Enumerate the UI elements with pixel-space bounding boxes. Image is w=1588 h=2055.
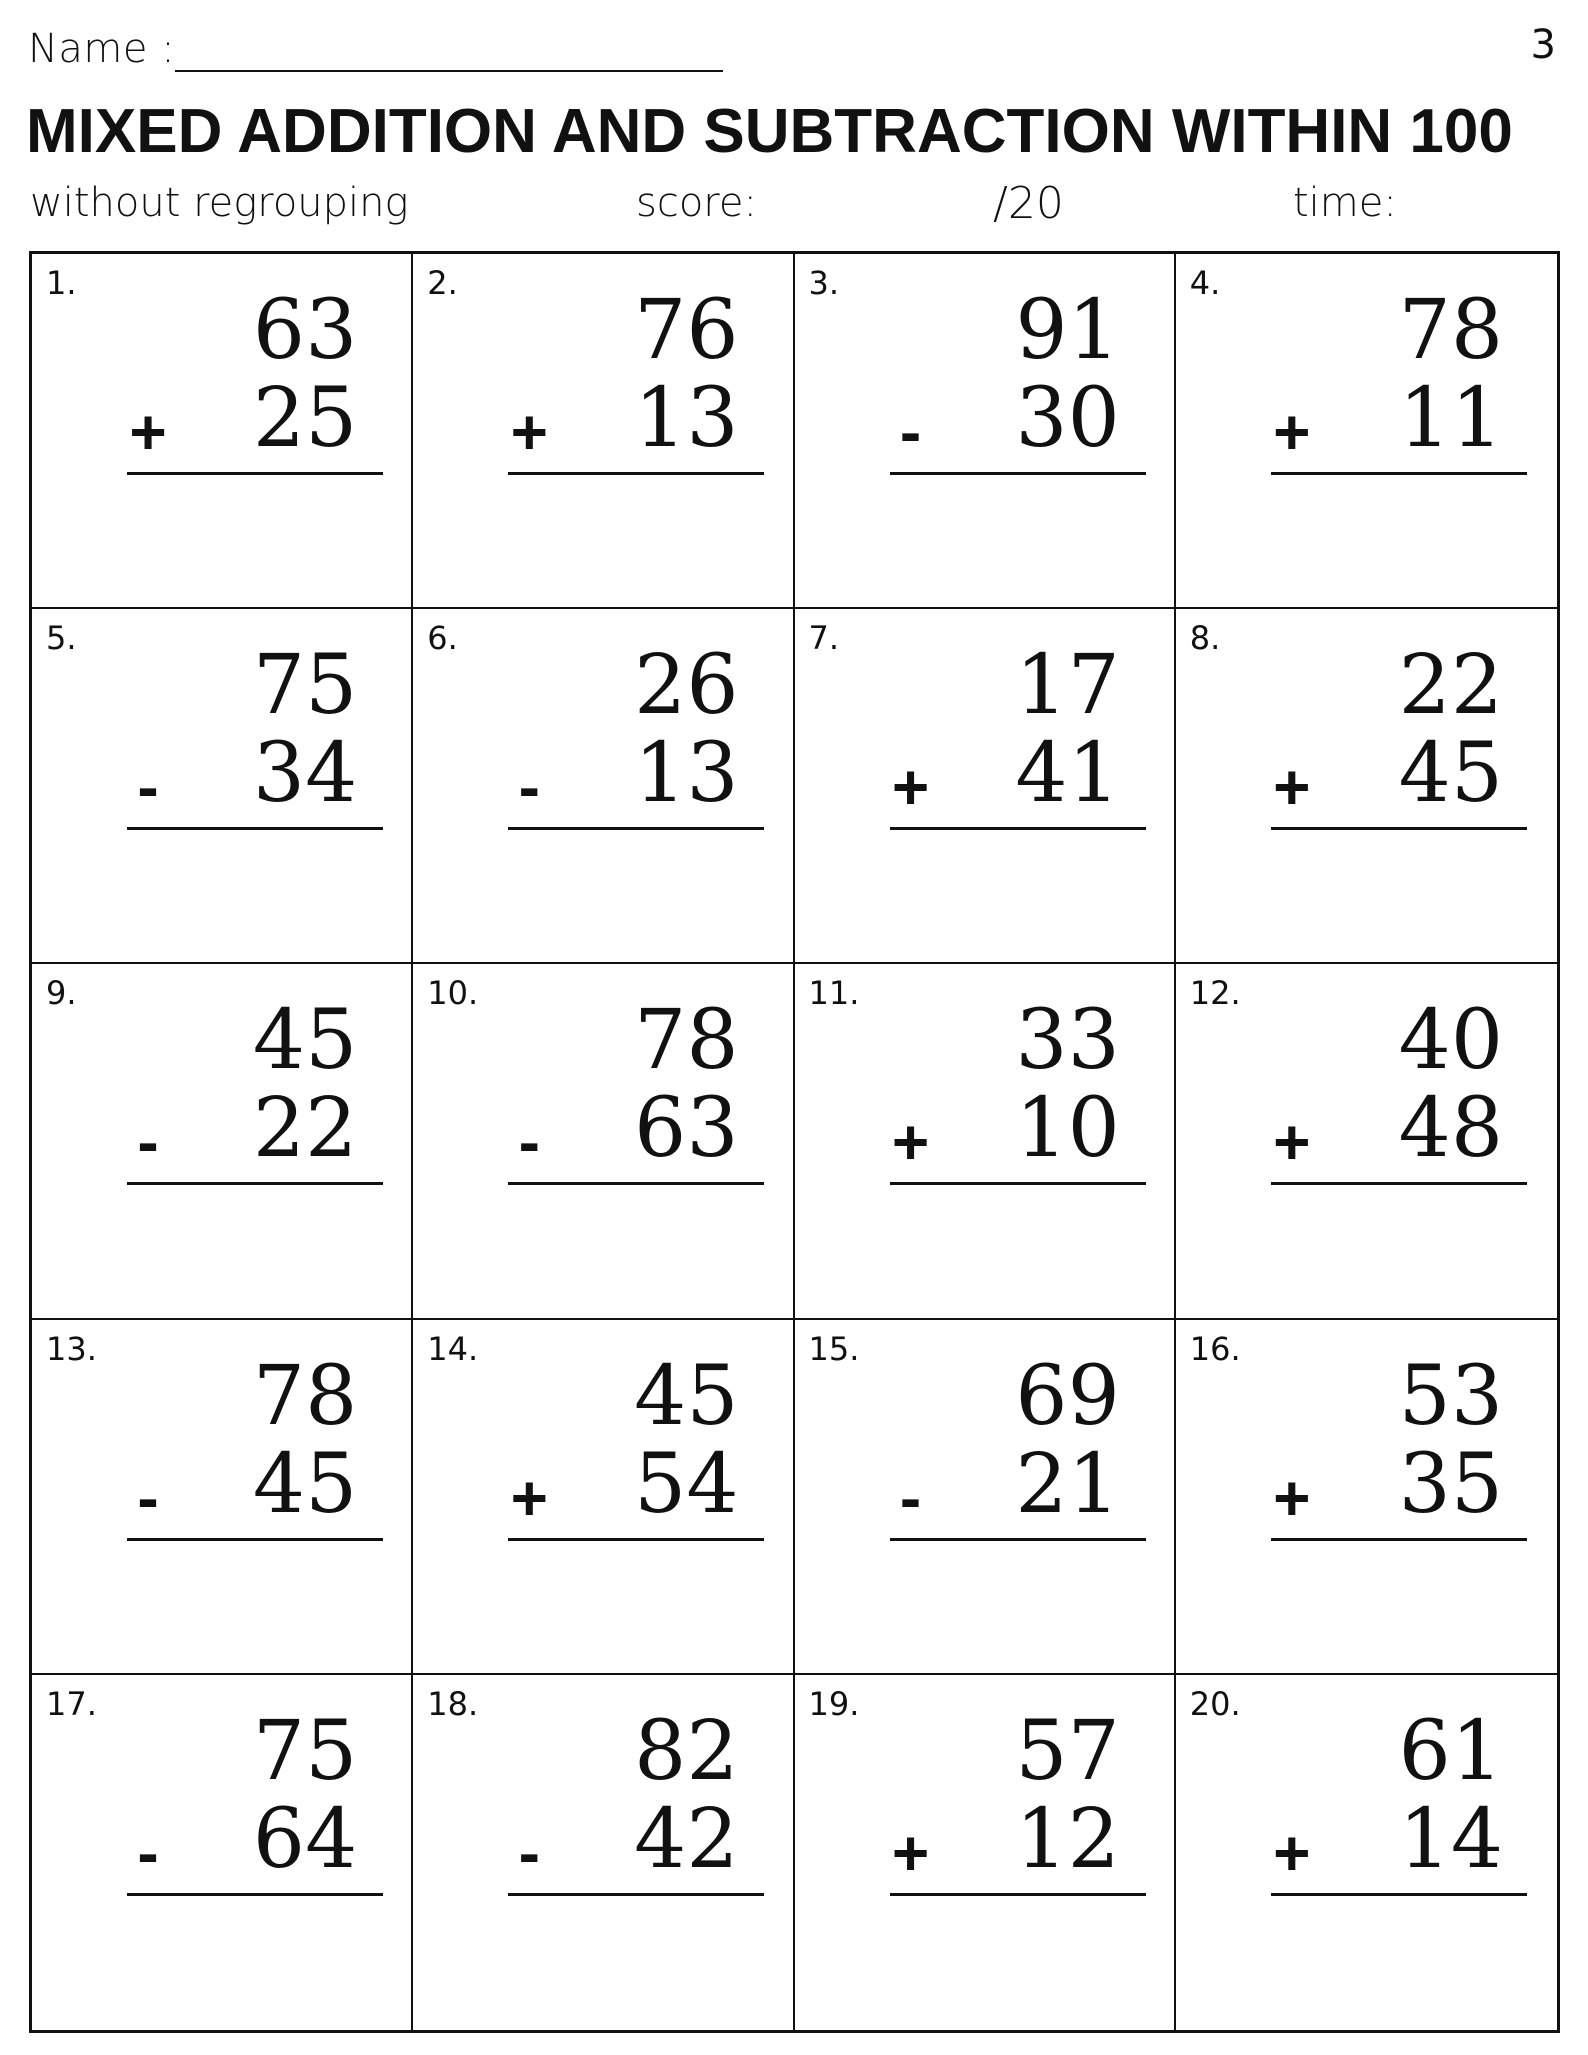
operator-sign: - (137, 1816, 159, 1889)
problem-cell[interactable] (1176, 1320, 1557, 1675)
bottom-operand: 34 (252, 726, 358, 822)
operator-sign: + (891, 1106, 930, 1179)
problem-number: 18. (427, 1684, 479, 1723)
operator-sign: - (518, 751, 540, 824)
problem-cell[interactable] (795, 254, 1176, 609)
problem-number: 10. (427, 974, 479, 1013)
problem-cell[interactable] (32, 1675, 413, 2030)
bottom-operand: 48 (1398, 1081, 1503, 1177)
bottom-operand: 22 (252, 1081, 358, 1177)
problem-cell[interactable] (795, 1320, 1176, 1675)
answer-line (127, 1538, 383, 1541)
top-operand: 33 (1015, 993, 1120, 1089)
problem-number: 4. (1189, 264, 1221, 302)
problem-cell[interactable] (413, 1320, 794, 1675)
answer-line (1271, 472, 1527, 475)
problem-number: 9. (46, 974, 77, 1013)
operator-sign: - (137, 1461, 159, 1534)
bottom-operand: 12 (1015, 1791, 1120, 1887)
operator-sign: + (891, 1816, 930, 1889)
problem-number: 6. (427, 619, 458, 658)
problem-number: 20. (1189, 1684, 1241, 1723)
bottom-operand: 25 (252, 371, 358, 466)
bottom-operand: 13 (634, 726, 739, 822)
operator-sign: + (1273, 1106, 1311, 1179)
top-operand: 22 (1398, 638, 1503, 734)
top-operand: 26 (634, 638, 739, 734)
operator-sign: + (1273, 1816, 1311, 1889)
operator-sign: - (518, 1816, 540, 1889)
bottom-operand: 64 (252, 1791, 358, 1887)
operator-sign: - (137, 751, 159, 824)
page-number: 3 (1530, 22, 1556, 68)
problem-number: 12. (1189, 974, 1241, 1013)
problem-number: 16. (1189, 1329, 1241, 1368)
name-label: Name : (28, 26, 176, 72)
answer-line (1271, 827, 1527, 830)
worksheet-title: MIXED ADDITION AND SUBTRACTION WITHIN 100 (26, 97, 1513, 166)
problem-cell[interactable] (32, 964, 413, 1319)
answer-line (127, 1893, 383, 1896)
bottom-operand: 54 (634, 1436, 739, 1532)
answer-line (890, 827, 1146, 830)
bottom-operand: 35 (1398, 1436, 1503, 1532)
problem-number: 19. (808, 1684, 860, 1723)
answer-line (890, 1538, 1146, 1541)
top-operand: 78 (252, 1348, 358, 1444)
answer-line (508, 1182, 764, 1185)
problem-cell[interactable] (1176, 609, 1557, 964)
bottom-operand: 13 (634, 371, 739, 466)
operator-sign: + (1273, 396, 1311, 468)
problem-number: 5. (46, 619, 77, 658)
problem-cell[interactable] (795, 609, 1176, 964)
answer-line (508, 472, 764, 475)
top-operand: 78 (1398, 283, 1503, 378)
top-operand: 76 (634, 283, 739, 378)
problem-cell[interactable] (795, 1675, 1176, 2030)
problem-number: 7. (808, 619, 840, 658)
top-operand: 69 (1015, 1348, 1120, 1444)
problem-cell[interactable] (1176, 964, 1557, 1319)
problem-cell[interactable] (795, 964, 1176, 1319)
operator-sign: + (129, 396, 167, 468)
top-operand: 61 (1398, 1703, 1503, 1799)
score-label: score: (636, 180, 757, 226)
operator-sign: + (891, 751, 930, 824)
top-operand: 75 (252, 638, 358, 734)
problem-number: 15. (808, 1329, 860, 1368)
bottom-operand: 45 (1398, 726, 1503, 822)
bottom-operand: 63 (634, 1081, 739, 1177)
operator-sign: - (137, 1106, 159, 1179)
answer-line (890, 472, 1146, 475)
answer-line (127, 1182, 383, 1185)
operator-sign: + (1273, 751, 1311, 824)
bottom-operand: 45 (252, 1436, 358, 1532)
problem-cell[interactable] (413, 1675, 794, 2030)
answer-line (127, 827, 383, 830)
bottom-operand: 11 (1398, 371, 1503, 466)
bottom-operand: 10 (1015, 1081, 1120, 1177)
top-operand: 17 (1015, 638, 1120, 734)
operator-sign: + (510, 1461, 548, 1534)
top-operand: 53 (1398, 1348, 1503, 1444)
answer-line (1271, 1182, 1527, 1185)
answer-line (890, 1182, 1146, 1185)
answer-line (127, 472, 383, 475)
answer-line (1271, 1538, 1527, 1541)
bottom-operand: 41 (1015, 726, 1120, 822)
bottom-operand: 21 (1015, 1436, 1120, 1532)
top-operand: 45 (252, 993, 358, 1089)
top-operand: 40 (1398, 993, 1503, 1089)
answer-line (1271, 1893, 1527, 1896)
top-operand: 91 (1015, 283, 1120, 378)
problem-cell[interactable] (1176, 1675, 1557, 2030)
top-operand: 63 (252, 283, 358, 378)
operator-sign: + (510, 396, 548, 468)
problem-number: 14. (427, 1329, 479, 1368)
problem-number: 8. (1189, 619, 1221, 658)
bottom-operand: 30 (1015, 371, 1120, 466)
top-operand: 45 (634, 1348, 739, 1444)
problem-number: 2. (427, 264, 458, 302)
problem-number: 13. (46, 1329, 97, 1368)
problems-grid (29, 251, 1560, 2033)
operator-sign: - (518, 1106, 540, 1179)
problem-number: 11. (808, 974, 860, 1013)
problem-cell[interactable] (32, 1320, 413, 1675)
score-total: /20 (993, 178, 1064, 229)
problem-cell[interactable] (32, 609, 413, 964)
answer-line (890, 1893, 1146, 1896)
problem-cell[interactable] (413, 964, 794, 1319)
bottom-operand: 42 (634, 1791, 739, 1887)
answer-line (508, 827, 764, 830)
problem-cell[interactable] (32, 254, 413, 609)
worksheet-subtitle: without regrouping (30, 180, 409, 226)
operator-sign: + (1273, 1461, 1311, 1534)
operator-sign: - (899, 396, 922, 468)
operator-sign: - (899, 1461, 922, 1534)
name-input-line[interactable] (175, 70, 723, 72)
problem-cell[interactable] (413, 609, 794, 964)
top-operand: 57 (1015, 1703, 1120, 1799)
bottom-operand: 14 (1398, 1791, 1503, 1887)
top-operand: 82 (634, 1703, 739, 1799)
answer-line (508, 1893, 764, 1896)
answer-line (508, 1538, 764, 1541)
problem-cell[interactable] (413, 254, 794, 609)
time-label: time: (1293, 180, 1397, 226)
top-operand: 75 (252, 1703, 358, 1799)
problem-number: 1. (46, 264, 77, 302)
problem-cell[interactable] (1176, 254, 1557, 609)
problem-number: 3. (808, 264, 840, 302)
top-operand: 78 (634, 993, 739, 1089)
problem-number: 17. (46, 1684, 97, 1723)
